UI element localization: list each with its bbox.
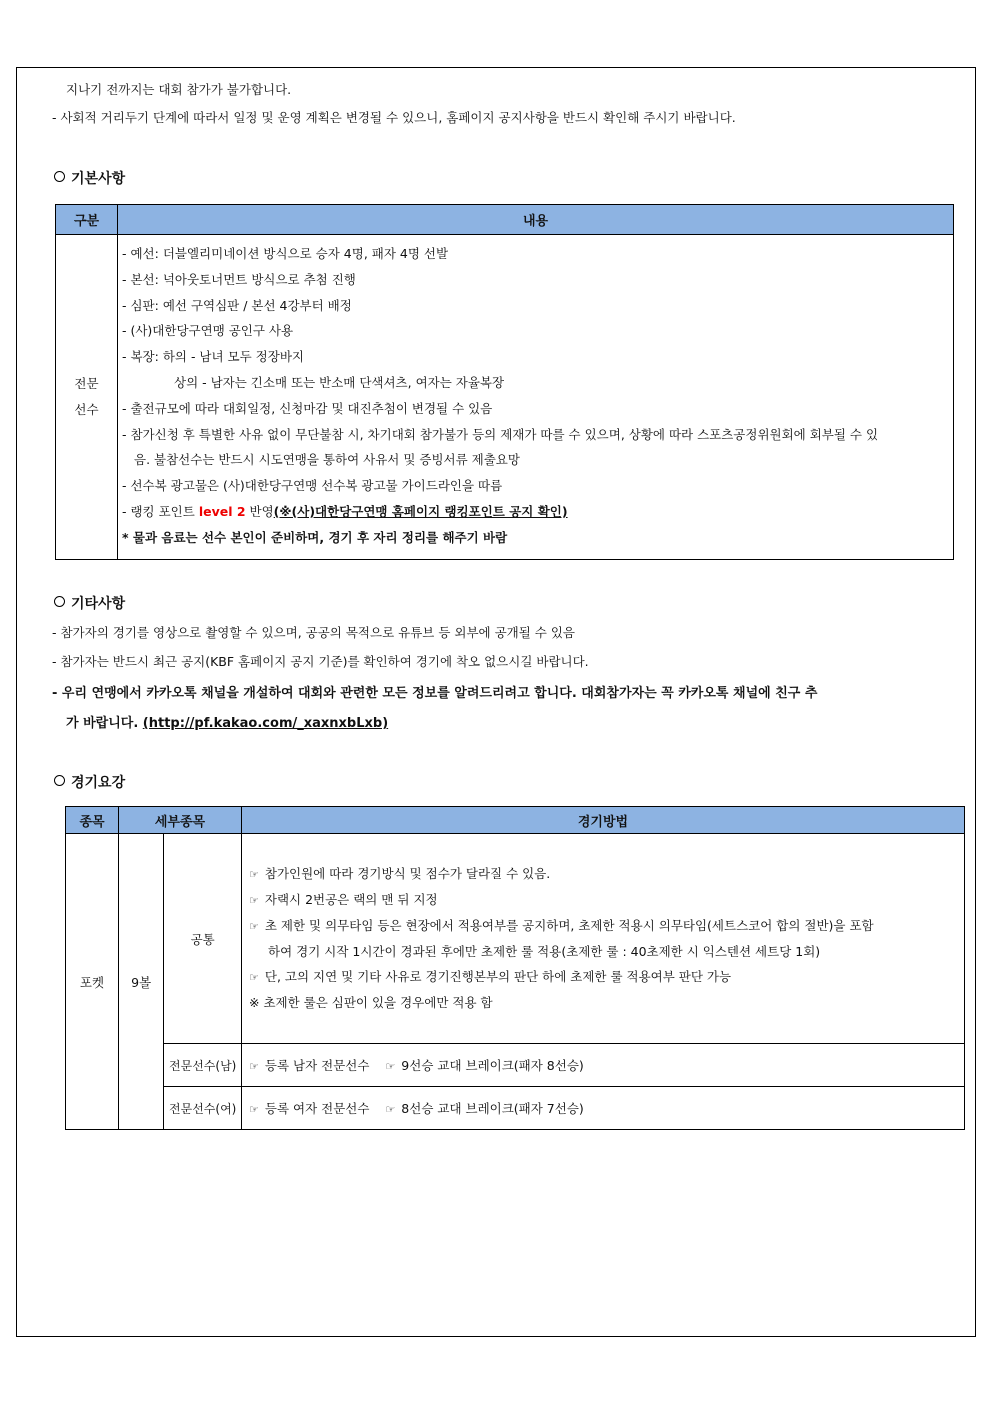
other-line-3: - 우리 연맹에서 카카오톡 채널을 개설하여 대회와 관련한 모든 정보를 알려드리려고 합니다. 대회참가자는 꼭 카카오톡 채널에 친구 추 (52, 686, 818, 701)
drink-note: * 물과 음료는 선수 본인이 준비하며, 경기 후 자리 정리를 해주기 바람 (122, 529, 508, 545)
pointing-hand-icon: ☞ (249, 971, 259, 985)
kakao-channel-link[interactable]: (http://pf.kakao.com/_xaxnxbLxb) (142, 716, 389, 731)
rules-table (65, 806, 965, 1130)
basic-line: - 심판: 예선 구역심판 / 본선 4강부터 배정 (122, 297, 352, 313)
basic-col-category: 구분 (56, 205, 118, 235)
pointing-hand-icon: ☞ (385, 1060, 396, 1073)
ranking-level: level 2 (198, 503, 246, 519)
basic-line: - 예선: 더블엘리미네이션 방식으로 승자 4명, 패자 4명 선발 (122, 246, 449, 261)
basic-line: - 본선: 넉아웃토너먼트 방식으로 추첨 진행 (122, 271, 356, 287)
basic-line: - 출전규모에 따라 대회일정, 신청마감 및 대진추첨이 변경될 수 있음 (122, 400, 493, 416)
rules-col-sub-event: 세부종목 (119, 807, 242, 834)
basic-content-cell (118, 235, 954, 560)
women-label-cell: 전문선수(여) (164, 1087, 242, 1130)
circle-bullet-icon (54, 596, 65, 607)
basic-category-cell: 전문 선수 (56, 235, 118, 560)
ranking-line: - 랭킹 포인트 level 2 반영(※(사)대한당구연맹 홈페이지 랭킹포인트 공지 확인) (122, 503, 568, 519)
pointing-hand-icon: ☞ (249, 868, 259, 882)
other-line-1: - 참가자의 경기를 영상으로 촬영할 수 있으며, 공공의 목적으로 유튜브 등 외부에 공개될 수 있음 (52, 625, 575, 640)
basic-line: - 선수복 광고물은 (사)대한당구연맹 선수복 광고물 가이드라인을 따름 (122, 478, 503, 494)
basic-col-content: 내용 (118, 205, 954, 235)
pointing-hand-icon: ☞ (249, 893, 259, 907)
basic-line: - (사)대한당구연맹 공인구 사용 (122, 323, 294, 339)
rule-line: ※ 초제한 룰은 심판이 있을 경우에만 적용 함 (249, 995, 493, 1011)
common-rules-cell (242, 834, 965, 1044)
circle-bullet-icon (54, 775, 65, 786)
intro-line-1: 지나기 전까지는 대회 참가가 불가합니다. (66, 82, 292, 97)
rule-line: ☞ 초 제한 및 의무타임 등은 현장에서 적용여부를 공지하며, 초제한 적용시 의무타임(세트스코어 합의 절반)을 포함 (249, 917, 874, 933)
pointing-hand-icon: ☞ (249, 919, 259, 933)
rules-col-event: 종목 (66, 807, 119, 834)
section-basic-heading: 기본사항 (54, 168, 125, 188)
event-cell: 포켓 (66, 834, 119, 1130)
circle-bullet-icon (54, 171, 65, 182)
ranking-note: (※(사)대한당구연맹 홈페이지 랭킹포인트 공지 확인) (273, 503, 568, 519)
common-label-cell: 공통 (164, 834, 242, 1044)
rule-line: ☞ 참가인원에 따라 경기방식 및 점수가 달라질 수 있음. (249, 866, 551, 882)
rule-line: 하여 경기 시작 1시간이 경과된 후에만 초제한 룰 적용(초제한 룰 : 40초제한 시 익스텐션 세트당 1회) (268, 943, 821, 959)
rule-line: ☞ 단, 고의 지연 및 기타 사유로 경기진행본부의 판단 하에 초제한 룰 적용여부 판단 가능 (249, 969, 732, 985)
pointing-hand-icon: ☞ (249, 1060, 259, 1073)
section-rules-heading: 경기요강 (54, 772, 125, 792)
section-other-heading: 기타사항 (54, 593, 125, 613)
sub-event-cell: 9볼 (119, 834, 164, 1130)
other-line-4: 가 바랍니다. (http://pf.kakao.com/_xaxnxbLxb) (66, 716, 389, 731)
pointing-hand-icon: ☞ (249, 1103, 259, 1116)
basic-line: - 참가신청 후 특별한 사유 없이 무단불참 시, 차기대회 참가불가 등의 제재가 따를 수 있으며, 상황에 따라 스포츠공정위원회에 회부될 수 있 (122, 426, 879, 442)
rule-line: ☞ 자랙시 2번공은 랙의 맨 뒤 지정 (249, 891, 438, 907)
basic-line: - 복장: 하의 - 남녀 모두 정장바지 (122, 349, 304, 365)
women-rules-cell: ☞ 등록 여자 전문선수 ☞ 8선승 교대 브레이크(패자 7선승) (242, 1087, 965, 1130)
intro-line-2: - 사회적 거리두기 단계에 따라서 일정 및 운영 계획은 변경될 수 있으니, 홈페이지 공지사항을 반드시 확인해 주시기 바랍니다. (52, 110, 736, 125)
men-label-cell: 전문선수(남) (164, 1044, 242, 1087)
pointing-hand-icon: ☞ (385, 1103, 396, 1116)
basic-line: 음. 불참선수는 반드시 시도연맹을 통하여 사유서 및 증빙서류 제출요망 (134, 452, 520, 468)
rules-col-method: 경기방법 (242, 807, 965, 834)
other-line-2: - 참가자는 반드시 최근 공지(KBF 홈페이지 공지 기준)를 확인하여 경기에 착오 없으시길 바랍니다. (52, 654, 589, 669)
basic-line: 상의 - 남자는 긴소매 또는 반소매 단색셔츠, 여자는 자율복장 (174, 374, 505, 390)
men-rules-cell: ☞ 등록 남자 전문선수 ☞ 9선승 교대 브레이크(패자 8선승) (242, 1044, 965, 1087)
basic-info-table (55, 204, 954, 560)
